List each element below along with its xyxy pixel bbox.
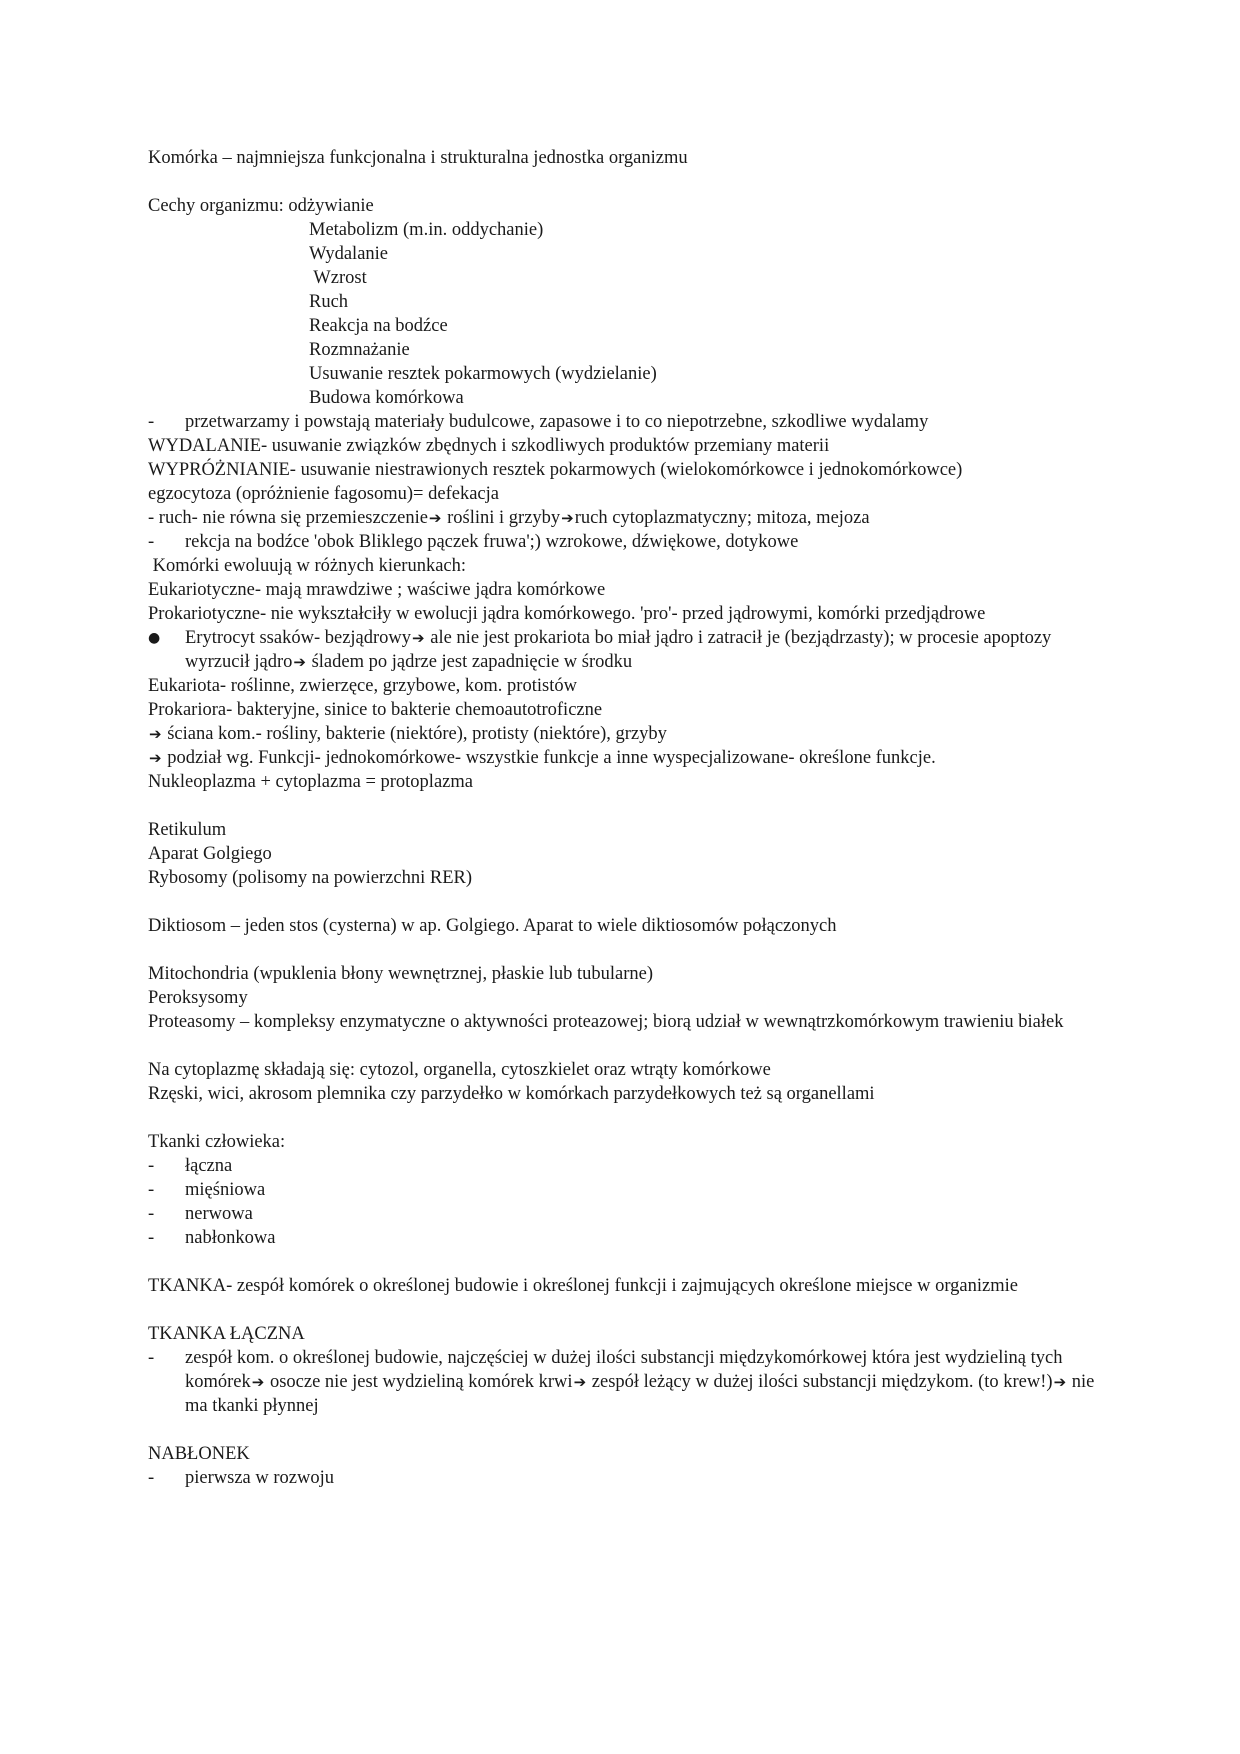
- paragraph: - ruch- nie równa się przemieszczenie➔ roślini i grzyby➔ruch cytoplazmatyczny; mitoza, mejoza: [148, 508, 870, 528]
- feature-item: Metabolizm (m.in. oddychanie): [309, 220, 544, 240]
- paragraph: Na cytoplazmę składają się: cytozol, organella, cytoszkielet oraz wtrąty komórkowe: [148, 1060, 771, 1080]
- paragraph: TKANKA- zespół komórek o określonej budowie i określonej funkcji i zajmujących określone miejsce w organizmie: [148, 1276, 1018, 1296]
- paragraph: Nukleoplazma + cytoplazma = protoplazma: [148, 772, 473, 792]
- paragraph: Eukariota- roślinne, zwierzęce, grzybowe, kom. protistów: [148, 676, 577, 696]
- features-label: Cechy organizmu: odżywianie: [148, 196, 374, 216]
- dash-marker: -: [148, 412, 155, 432]
- paragraph: WYPRÓŻNIANIE- usuwanie niestrawionych resztek pokarmowych (wielokomórkowce i jednokomórkowce): [148, 460, 963, 480]
- organelle-item: Peroksysomy: [148, 988, 248, 1008]
- dash-marker: -: [148, 1180, 155, 1200]
- list-item-text: nerwowa: [185, 1204, 253, 1224]
- arrow-icon: ➔: [149, 725, 162, 743]
- paragraph: Prokariora- bakteryjne, sinice to bakterie chemoautotroficzne: [148, 700, 603, 720]
- organelle-item: Aparat Golgiego: [148, 844, 272, 864]
- paragraph: WYDALANIE- usuwanie związków zbędnych i szkodliwych produktów przemiany materii: [148, 436, 830, 456]
- list-item-text: Erytrocyt ssaków- bezjądrowy➔ ale nie jest prokariota bo miał jądro i zatracił je (bezjądrzasty); w procesie apoptozy wyrzucił jądro➔ śladem po jądrze jest zapadnięcie w środku: [185, 628, 1052, 672]
- list-item: [148, 1202, 1098, 1226]
- paragraph: egzocytoza (opróżnienie fagosomu)= defekacja: [148, 484, 499, 504]
- doc-title: Komórka – najmniejsza funkcjonalna i strukturalna jednostka organizmu: [148, 148, 688, 168]
- list-item: [148, 530, 1098, 554]
- feature-item: Rozmnażanie: [309, 340, 410, 360]
- arrow-icon: ➔: [251, 1373, 265, 1391]
- dash-marker: -: [148, 1204, 155, 1224]
- arrow-icon: ➔: [573, 1373, 587, 1391]
- paragraph: Diktiosom – jeden stos (cysterna) w ap. Golgiego. Aparat to wiele diktiosomów połączonych: [148, 916, 837, 936]
- feature-item: Budowa komórkowa: [309, 388, 464, 408]
- bullet-icon: ●: [148, 630, 161, 646]
- list-item-text: przetwarzamy i powstają materiały budulcowe, zapasowe i to co niepotrzebne, szkodliwe wydalamy: [185, 412, 929, 432]
- dash-marker: -: [148, 532, 155, 552]
- paragraph: Eukariotyczne- mają mrawdziwe ; waściwe jądra komórkowe: [148, 580, 606, 600]
- list-item: [148, 1178, 1098, 1202]
- dash-marker: -: [148, 1228, 155, 1248]
- arrow-icon: ➔: [412, 629, 425, 647]
- feature-item: Wydalanie: [309, 244, 389, 264]
- dash-marker: -: [148, 1468, 155, 1488]
- list-item-text: zespół kom. o określonej budowie, najczęściej w dużej ilości substancji międzykomórkowej która jest wydzieliną tych komórek➔ osocze nie jest wydzieliną komórek krwi➔ zespół leżący w dużej ilości substancji międzykom. (to krew!)➔ nie ma tkanki płynnej: [185, 1348, 1095, 1416]
- list-item-text: pierwsza w rozwoju: [185, 1468, 334, 1488]
- list-item: [148, 1346, 1098, 1418]
- section-heading: TKANKA ŁĄCZNA: [148, 1324, 305, 1344]
- arrow-icon: ➔: [428, 509, 442, 527]
- list-item-text: nabłonkowa: [185, 1228, 276, 1248]
- feature-item: Reakcja na bodźce: [309, 316, 448, 336]
- paragraph: Komórki ewoluują w różnych kierunkach:: [148, 556, 467, 576]
- section-heading: NABŁONEK: [148, 1444, 250, 1464]
- bullet-item: [148, 626, 1098, 674]
- paragraph: Rzęski, wici, akrosom plemnika czy parzydełko w komórkach parzydełkowych też są organellami: [148, 1084, 875, 1104]
- list-item: [148, 410, 1098, 434]
- list-item: [148, 1466, 1098, 1490]
- organelle-item: Mitochondria (wpuklenia błony wewnętrznej, płaskie lub tubularne): [148, 964, 654, 984]
- arrow-icon: ➔: [1053, 1373, 1067, 1391]
- arrow-icon: ➔: [293, 653, 306, 671]
- list-item-text: mięśniowa: [185, 1180, 266, 1200]
- tissues-label: Tkanki człowieka:: [148, 1132, 286, 1152]
- arrow-icon: ➔: [561, 509, 574, 527]
- feature-item: Wzrost: [309, 268, 367, 288]
- dash-marker: -: [148, 1348, 155, 1368]
- feature-item: Ruch: [309, 292, 349, 312]
- list-item: [148, 1154, 1098, 1178]
- paragraph: Prokariotyczne- nie wykształciły w ewolucji jądra komórkowego. 'pro'- przed jądrowymi, komórki przedjądrowe: [148, 604, 986, 624]
- document-page: [148, 146, 1098, 1490]
- organelle-item: Proteasomy – kompleksy enzymatyczne o aktywności proteazowej; biorą udział w wewnątrzkomórkowym trawieniu białek: [148, 1012, 1064, 1032]
- paragraph: ➔ podział wg. Funkcji- jednokomórkowe- wszystkie funkcje a inne wyspecjalizowane- określone funkcje.: [149, 748, 936, 768]
- organelle-item: Retikulum: [148, 820, 227, 840]
- organelle-item: Rybosomy (polisomy na powierzchni RER): [148, 868, 473, 888]
- list-item: [148, 1226, 1098, 1250]
- list-item-text: łączna: [185, 1156, 233, 1176]
- paragraph: ➔ ściana kom.- rośliny, bakterie (niektóre), protisty (niektóre), grzyby: [149, 724, 667, 744]
- feature-item: Usuwanie resztek pokarmowych (wydzielanie): [309, 364, 657, 384]
- arrow-icon: ➔: [149, 749, 162, 767]
- list-item-text: rekcja na bodźce 'obok Bliklego pączek fruwa';) wzrokowe, dźwiękowe, dotykowe: [185, 532, 799, 552]
- dash-marker: -: [148, 1156, 155, 1176]
